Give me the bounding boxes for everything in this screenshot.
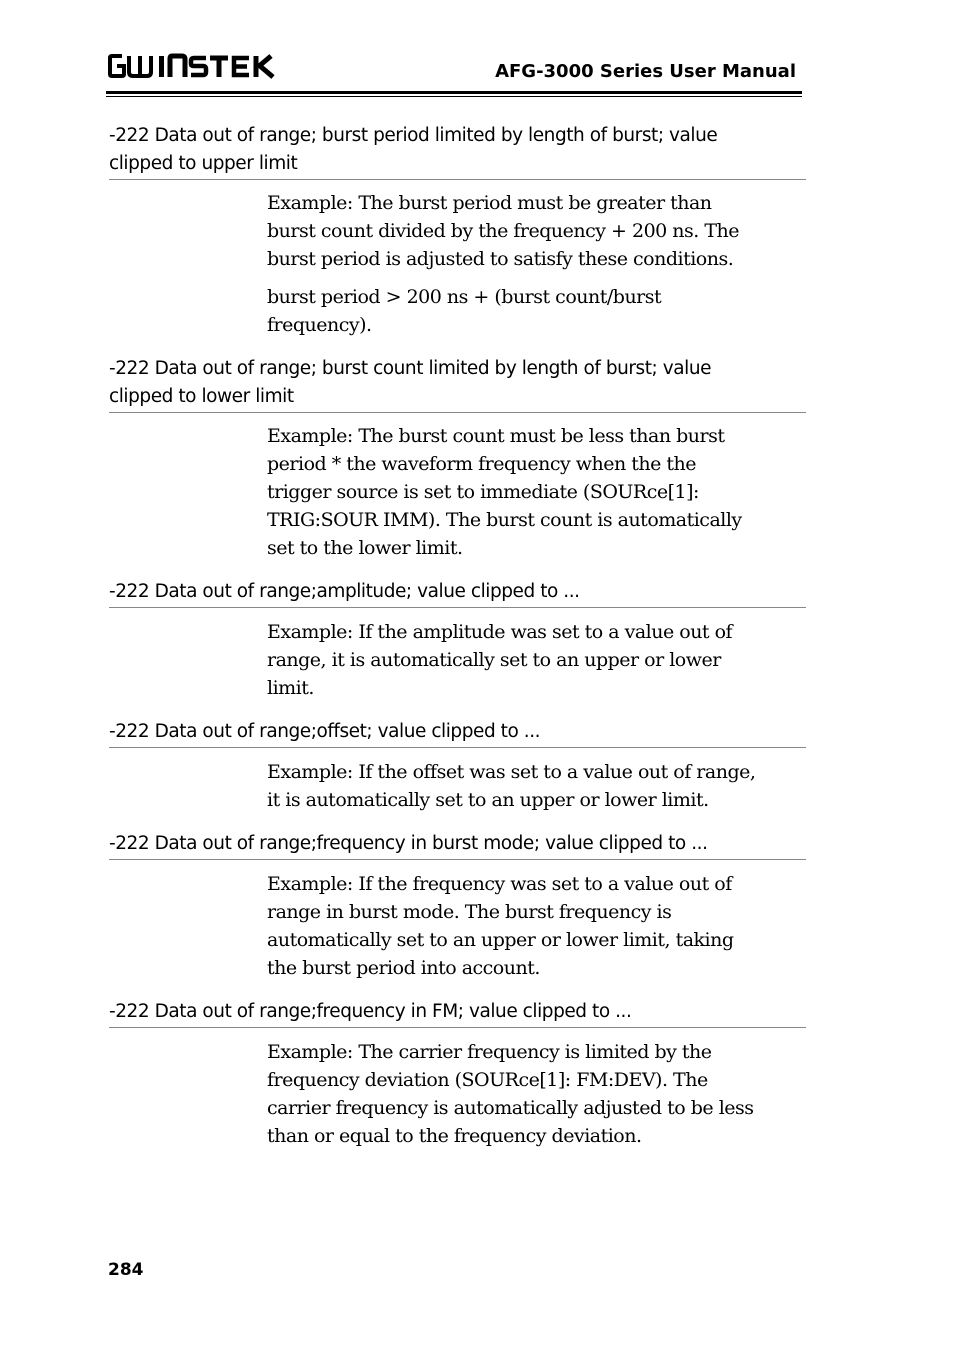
error-heading: -222 Data out of range;frequency in FM; value clipped to ... — [109, 998, 806, 1028]
error-heading: -222 Data out of range;offset; value clipped to ... — [109, 718, 806, 748]
header-rule — [106, 91, 802, 94]
error-description: Example: The carrier frequency is limited by the frequency deviation (SOURce[1]: FM:DEV). The carrier frequency is automatically adjusted to be less than or equal to the frequency deviation. — [267, 1041, 754, 1147]
error-heading: -222 Data out of range;amplitude; value clipped to ... — [109, 578, 806, 608]
error-heading: -222 Data out of range;frequency in burst mode; value clipped to ... — [109, 830, 806, 860]
error-heading: -222 Data out of range; burst count limited by length of burst; value clipped to lower limit — [109, 355, 806, 413]
header-rule-thin — [106, 96, 802, 97]
error-description: Example: If the amplitude was set to a value out of range, it is automatically set to an upper or lower limit. — [267, 621, 733, 699]
formula-text: burst period > 200 ns + (burst count/burst frequency). — [267, 286, 662, 336]
gw-instek-logo — [108, 52, 280, 84]
error-description: Example: If the offset was set to a value out of range, it is automatically set to an upper or lower limit. — [267, 761, 756, 811]
manual-title: AFG-3000 Series User Manual — [495, 61, 796, 82]
error-description: Example: The burst period must be greater than burst count divided by the frequency + 200 ns. The burst period is adjusted to satisfy these conditions. — [267, 192, 740, 270]
error-description: Example: The burst count must be less than burst period * the waveform frequency when the the trigger source is set to immediate (SOURce[1]: TRIG:SOUR IMM). The burst count is automatically set to the lower limit. — [267, 425, 742, 559]
error-description: Example: If the frequency was set to a value out of range in burst mode. The burst frequency is automatically set to an upper or lower limit, taking the burst period into account. — [267, 873, 734, 979]
page-number: 284 — [108, 1260, 144, 1280]
error-heading: -222 Data out of range; burst period limited by length of burst; value clipped to upper limit — [109, 122, 806, 180]
